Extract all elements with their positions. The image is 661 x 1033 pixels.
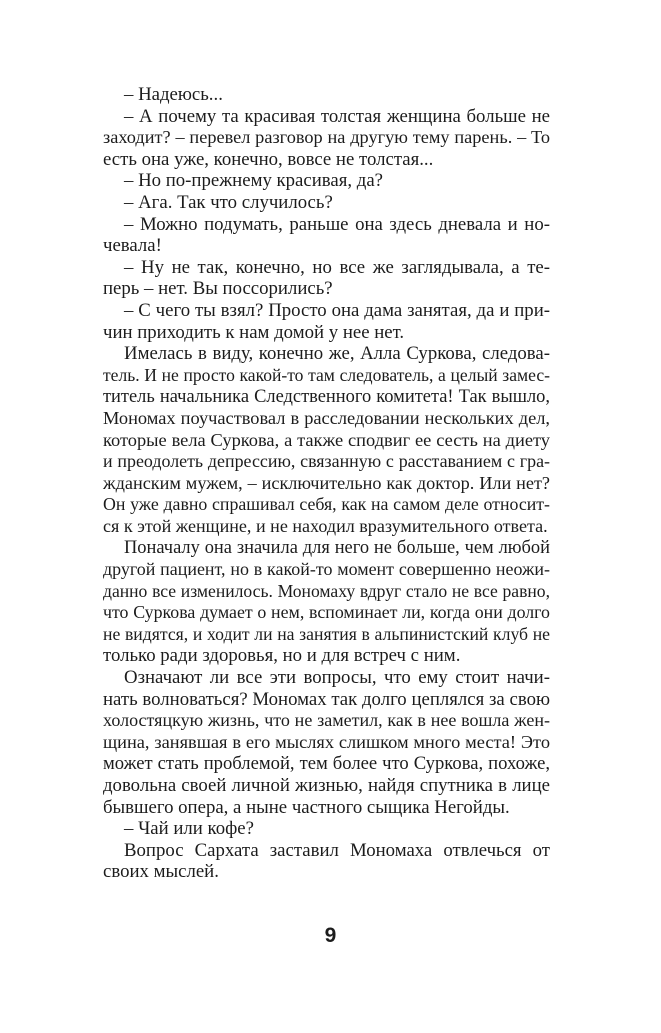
text-line: бывшего опера, а ныне частного сыщика Негойды.: [103, 796, 510, 818]
text-line: Мономах поучаствовал в расследовании нескольких дел,: [103, 407, 550, 428]
text-line: нать волноваться? Мономах так долго цеплялся за свою: [103, 688, 550, 710]
page-number: 9: [324, 924, 337, 947]
text-line: есть она уже, конечно, вовсе не толстая...: [103, 148, 434, 170]
text-line: которые вела Суркова, а также сподвиг ее сесть на диету: [103, 429, 550, 450]
text-line: ся к этой женщине, и не находил вразумительного ответа.: [103, 515, 548, 536]
text-line: Имелась в виду, конечно же, Алла Суркова, следова-: [124, 343, 550, 365]
text-line: Поначалу она значила для него не больше, чем любой: [124, 537, 550, 558]
text-line: Вопрос Сархата заставил Мономаха отвлечься от: [124, 839, 550, 861]
text-line: другой пациент, но в какой-то момент совершенно неожи-: [103, 559, 550, 580]
text-line: данно все изменилось. Мономаху вдруг стало не все равно,: [103, 580, 550, 601]
text-line: – Но по-прежнему красивая, да?: [124, 170, 383, 192]
text-line: холостяцкую жизнь, что не заметил, как в нее вошла жен-: [103, 710, 550, 731]
text-line: только ради здоровья, но и для встреч с ним.: [103, 645, 461, 667]
text-line: – Ну не так, конечно, но все же заглядывала, а те-: [124, 256, 550, 278]
text-line: – Чай или кофе?: [124, 818, 254, 840]
text-line: не видятся, и ходит ли на занятия в альпинистский клуб не: [103, 623, 550, 644]
text-line: – Можно подумать, раньше она здесь дневала и но-: [124, 213, 550, 235]
text-line: своих мыслей.: [103, 861, 219, 883]
text-line: Означают ли все эти вопросы, что ему стоит начи-: [124, 667, 550, 689]
text-line: что Суркова думает о нем, вспоминает ли, когда они долго: [103, 602, 550, 623]
text-line: – С чего ты взял? Просто она дама занятая, да и при-: [124, 299, 550, 321]
text-line: может стать проблемой, тем более что Суркова, похоже,: [103, 753, 550, 775]
text-line: перь – нет. Вы поссорились?: [103, 278, 333, 300]
text-line: – Ага. Так что случилось?: [124, 191, 333, 213]
text-line: щина, занявшая в его мыслях слишком много места! Это: [103, 731, 550, 752]
text-line: довольна своей личной жизнью, найдя спутника в лице: [103, 775, 550, 796]
text-line: титель начальника Следственного комитета! Так вышло,: [103, 386, 550, 407]
body-text: [103, 84, 550, 883]
text-line: – Надеюсь...: [124, 84, 223, 105]
text-line: жданским мужем, – исключительно как доктор. Или нет?: [103, 472, 550, 493]
text-line: тель. И не просто какой-то там следователь, а целый замес-: [103, 364, 550, 385]
text-line: Он уже давно спрашивал себя, как на самом деле относит-: [103, 494, 550, 515]
text-line: чин приходить к нам домой у нее нет.: [103, 321, 405, 343]
text-line: заходит? – перевел разговор на другую тему парень. – То: [103, 127, 550, 148]
text-line: – А почему та красивая толстая женщина больше не: [124, 105, 550, 127]
text-line: чевала!: [103, 235, 162, 257]
text-line: и преодолеть депрессию, связанную с расставанием с гра-: [103, 451, 550, 472]
